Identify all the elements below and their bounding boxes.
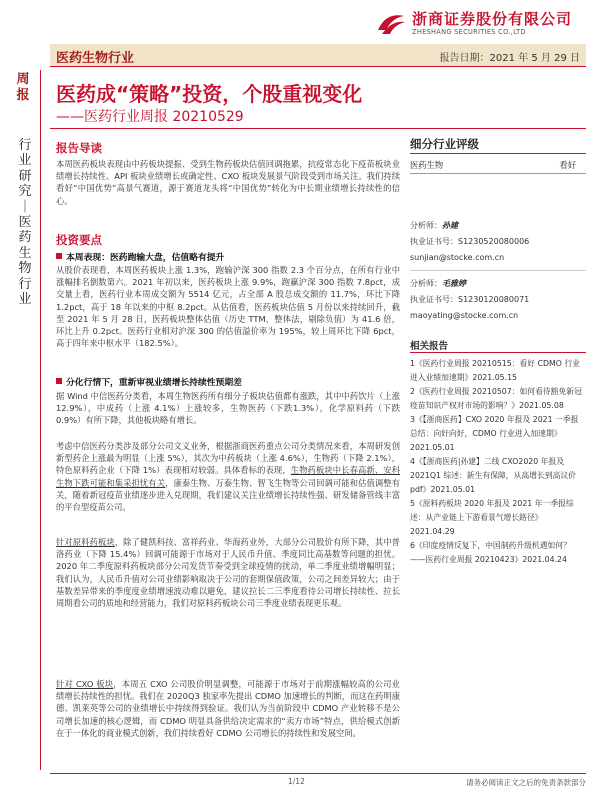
subsector-paragraph: 据 Wind 中信医药分类看，本周生物医药所有细分子板块估值都有涨跌，其中中药饮片（上涨 12.9%），中成药（上涨 4.1%）上涨较多，生物医药（下跌1.3%），化学原料药（下跌 0.9%）有所下降，其他板块略有增长。 [56,391,400,426]
analyst-2-cert: 执业证书号：S1230120080071 [410,295,530,304]
api-paragraph-body: ，除了健凯科技、富祥药业、华海药业外，大部分公司股价有所下降，其中普洛药业（下降 15.4%）回调可能源于市场对于人民币升值、季度同比高基数等问题的担忧。2020 年二季度原料药板块部分公司发货节奏受到全球疫情的扰动，单二季度业绩增幅明显；我们认为，人民币升值对公司业绩影响取决于公司的套期保值政策，公司之间差异较大；由于基数差异带来的季度度业绩增速波动难以避免，建议拉长二三季度看待公司增长持续性、拉长周期看公司的质地和经营能力，我们对原料药板块公司三季度业绩表现更乐观。 [56,537,400,609]
footer-divider [50,773,586,774]
title-divider [50,128,586,129]
analyst-1-name-line [410,218,586,234]
analyst-1 [410,218,586,266]
key-points-heading: 投资要点 [56,233,102,247]
rating-heading: 细分行业评级 [410,137,479,151]
analyst-1-cert: 执业证书号：S1230520080006 [410,237,530,246]
company-logo [376,8,586,42]
sidebar-vertical-text: 行业研究｜医药生物行业 [18,138,32,308]
related-item[interactable]: 3《【浙商医药】CXO 2020 年报及 2021 一季报总结：向好向好，CDMO 行业进入加速期》2021.05.01 [410,415,579,452]
zheshang-logo-icon [376,10,406,36]
analyst-2-name: 毛雅婷 [442,279,466,288]
related-item[interactable]: 5《原料药板块 2020 年报及 2021 年一季报综述：从产业链上下游看景气增长路径》2021.04.29 [410,499,574,536]
related-item[interactable]: 1《医药行业周报 20210515：看好 CDMO 行业进入业绩加速期》2021.05.15 [410,359,580,382]
header-divider [50,66,586,67]
page-subtitle: ——医药行业周报 20210529 [56,109,244,125]
analyst-2-email[interactable]: maoyating@stocke.com.cn [410,311,519,320]
page-number: 1/12 [288,777,305,786]
related-heading: 相关报告 [410,341,449,352]
company-paragraph-highlight: 生物药板块中长春高新、安科生物下跌可能和集采担忧有关 [56,465,400,488]
cxo-paragraph [56,678,400,739]
page-title: 医药成“策略”投资，个股重视变化 [56,82,363,106]
analyst-1-name: 孙建 [442,221,458,230]
sidebar-divider [40,70,41,770]
analyst-2-name-line [410,276,586,292]
company-name-cn: 浙商证券股份有限公司 [412,10,573,28]
bullet-square-icon [56,378,62,384]
bullet-performance-label: 本周表现：医药跑输大盘，估值略有提升 [66,253,225,263]
weekly-tag: 周报 [16,72,30,103]
bullet-divergence [56,375,242,388]
api-paragraph-lead: 针对原料药板块 [56,537,115,547]
related-item[interactable]: 2《医药行业周报 20210507：如何看待豁免新冠疫苗知识产权对市场的影响？》2021.05.08 [410,387,582,410]
rating-value: 看好 [559,160,576,170]
analyst-1-email[interactable]: sunjian@stocke.com.cn [410,253,505,262]
disclaimer-note: 请务必阅读正文之后的免责条款部分 [466,778,586,787]
company-name-en: ZHESHANG SECURITIES CO.,LTD [412,28,526,36]
bullet-divergence-label: 分化行情下，重新审视业绩增长持续性预期差 [66,378,242,388]
rating-sector: 医药生物 [410,160,444,170]
related-item[interactable]: 4《【浙商医药|孙建】二线 CXO2020 年报及 2021Q1 综述：新生有保障，从高增长到高议价pdf》2021.05.01 [410,457,576,494]
company-paragraph-b: ，康泰生物、万泰生物、智飞生物等公司回调可能和估值调整有关，随着新冠疫苗业绩逐步进入兑现期，我们建议关注业绩增长持续性强、研发储备管线丰富的平台型疫苗公司。 [56,477,400,513]
industry-header [50,44,586,66]
analyst-2-role: 分析师： [410,279,442,288]
company-paragraph [56,440,400,513]
industry-name: 医药生物行业 [56,51,135,66]
related-list [410,357,586,567]
report-date: 报告日期：2021 年 5 月 29 日 [439,53,580,64]
cxo-paragraph-body: ，本周五 CXO 公司股价明显调整，可能源于市场对于前期涨幅较高的公司业绩增长持续性的担忧。我们在 2020Q3 独家率先提出 CDMO 加速增长的判断，而这在药明康德、凯莱英等公司的业绩增长中持续得到验证。我们认为当前阶段中 CDMO 产业转移不是公司增长加速的核心逻辑，而 CDMO 明显具备供给决定需求的“卖方市场”特点，供给模式创新在于一体化的商业模式创新，我们持续看好 CDMO 公司增长的持续性和发展空间。 [56,679,400,738]
performance-paragraph: 从股价表现看，本周医药板块上涨 1.3%，跑输沪深 300 指数 2.3 个百分点，在所有行业中涨幅排名倒数第六。2021 年初以来，医药板块上涨 9.9%，跑赢沪深 300 指数 7.8pct，成交量上看，医药行业本周成交额为 5514 亿元，占全部 A 股总成交额的 11.7%，环比下降 1.2pct，高于 18 年以来的中枢 8.2pct。从估值看，医药板块估值 5 月份以来持续回升，截至 2021 年 5 月 28 日，医药板块整体估值（历史 TTM，整体法，剔除负值）为 41.6 倍，环比上升 0.2pct。医药行业相对沪深 300 的估值溢价率为 195%，较上周环比下降 6pct，高于四年来中枢水平（182.5%）。 [56,265,400,349]
analyst-1-role: 分析师： [410,221,442,230]
guide-heading: 报告导读 [56,141,102,155]
cxo-paragraph-lead: 针对 CXO 板块 [56,679,114,689]
api-paragraph [56,536,400,609]
bullet-square-icon [56,253,62,259]
rating-bottom-divider [410,173,586,174]
rating-divider [410,153,586,154]
related-divider [410,352,586,353]
guide-text: 本周医药板块表现由中药板块提振、受到生物药板块估值回调拖累，抗疫常态化下疫苗板块业绩增长持续性、API 板块业绩增长或确定性、CXO 板块发展景气阶段受到市场关注。我们持续看好“中国优势”高景气赛道，源于赛道龙头将“中国优势”转化为中长期业绩增长持续性的信心。 [56,159,400,206]
company-paragraph-a: 考虑中信医药分类涉及部分公司文义业务，根据浙商医药重点公司分类情况来看，本周研发创新型药企上涨最为明显（上涨 5%），其次为中药板块（上涨 4.6%），生物药（下降 2.1%），特色原料药企业（下降 1%）表现相对较弱。具体看标的表现， [56,441,400,476]
related-item[interactable]: 6《印度疫情反复下，中国制药升级机遇如何？——医药行业周报 20210423》2021.04.24 [410,541,571,564]
analyst-2 [410,276,586,324]
analyst-divider [410,270,586,271]
bullet-performance [56,250,224,263]
